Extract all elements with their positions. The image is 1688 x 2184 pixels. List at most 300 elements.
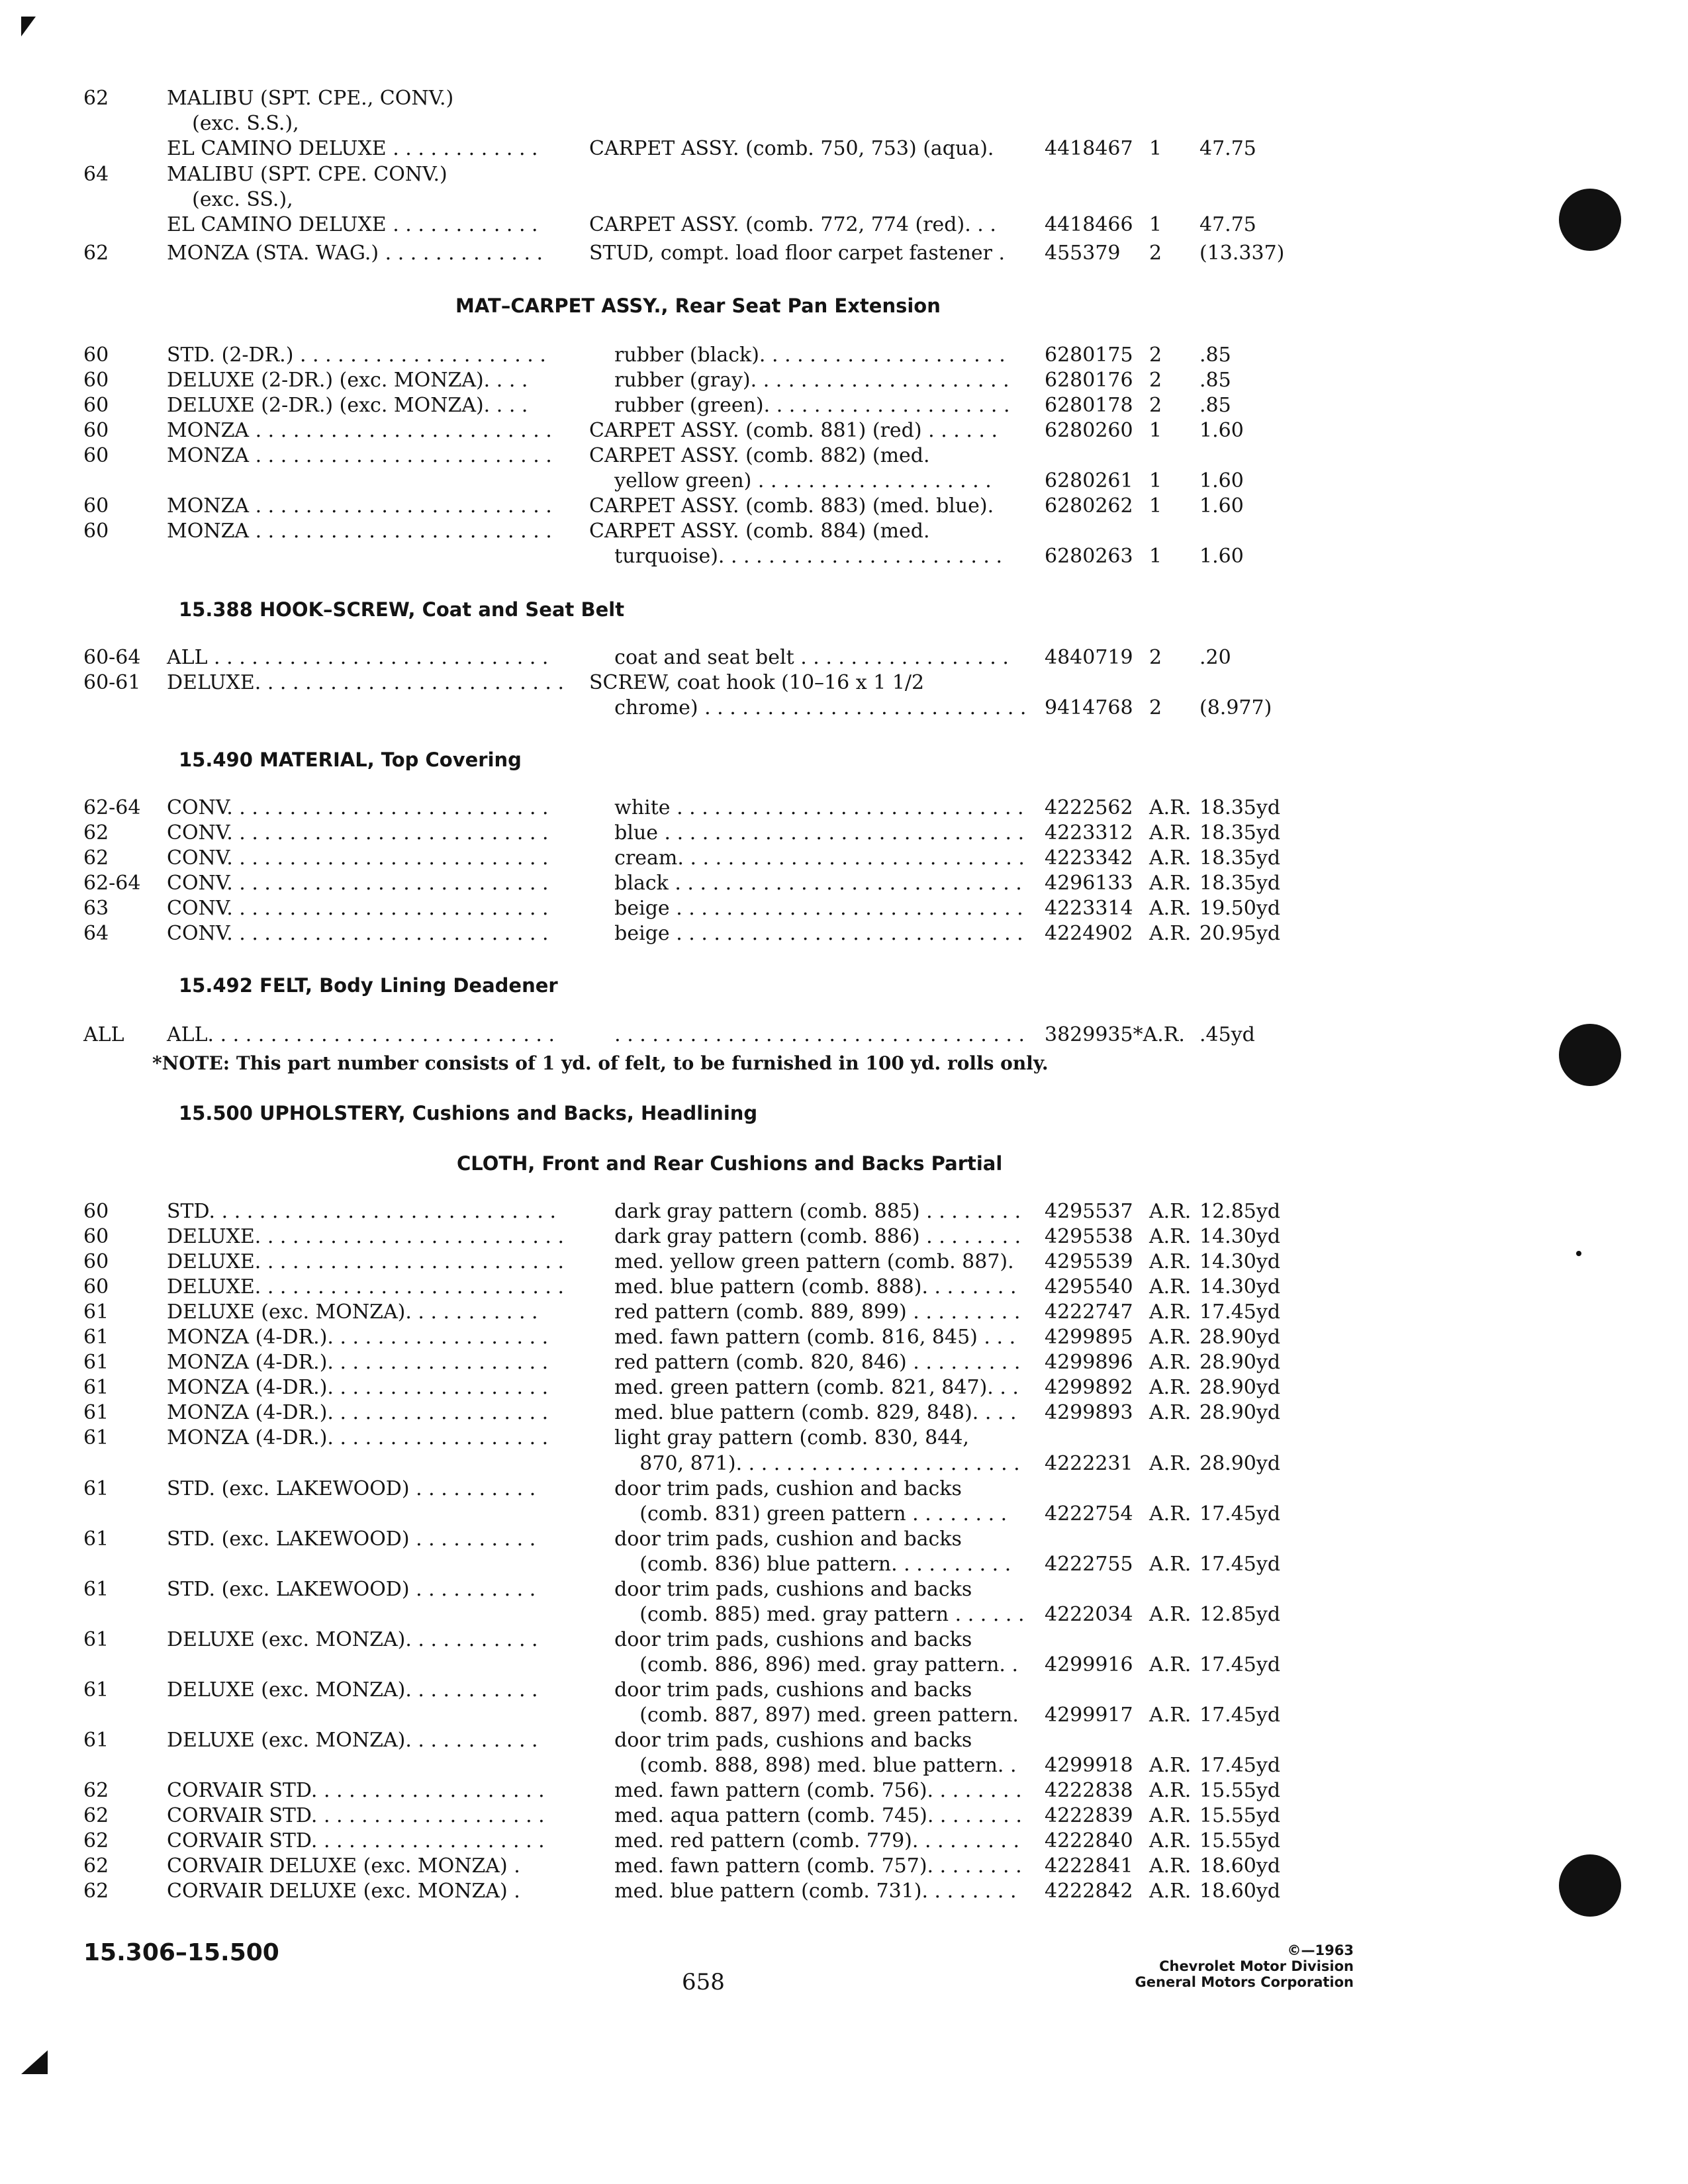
quantity-cell: 1: [1149, 545, 1162, 568]
year-cell: 61: [83, 1401, 109, 1425]
quantity-cell: A.R.: [1149, 1326, 1192, 1349]
model-cell: MONZA (4-DR.). . . . . . . . . . . . . . . . . .: [167, 1426, 549, 1450]
price-cell: .20: [1199, 646, 1231, 669]
model-cell: DELUXE (exc. MONZA). . . . . . . . . . .: [167, 1678, 538, 1702]
description-cell: CARPET ASSY. (comb. 881) (red) . . . . . .: [589, 419, 998, 442]
table-row: [0, 1653, 1688, 1678]
year-cell: 61: [83, 1527, 109, 1551]
model-cell: STD. (exc. LAKEWOOD) . . . . . . . . . .: [167, 1527, 536, 1551]
quantity-cell: A.R.: [1149, 846, 1192, 870]
price-cell: 15.55yd: [1199, 1829, 1281, 1853]
model-cell: CORVAIR STD. . . . . . . . . . . . . . . . . . .: [167, 1829, 545, 1853]
part-number-cell: 4295539: [1045, 1250, 1133, 1274]
quantity-cell: A.R.: [1149, 796, 1192, 819]
table-row: [0, 1250, 1688, 1275]
quantity-cell: A.R.: [1149, 1275, 1192, 1299]
quantity-cell: 1: [1149, 137, 1162, 160]
price-cell: 1.60: [1199, 494, 1244, 518]
description-cell: red pattern (comb. 889, 899) . . . . . . . . .: [589, 1300, 1021, 1324]
quantity-cell: A.R.: [1149, 821, 1192, 844]
year-cell: 64: [83, 163, 109, 186]
model-cell: ALL . . . . . . . . . . . . . . . . . . . . . . . . . . .: [167, 646, 549, 669]
part-number-cell: 4223342: [1045, 846, 1133, 870]
quantity-cell: A.R.: [1149, 1854, 1192, 1878]
quantity-cell: A.R.: [1149, 872, 1192, 895]
year-cell: 62: [83, 1880, 109, 1903]
quantity-cell: A.R.: [1149, 1376, 1192, 1400]
model-cell: DELUXE (2-DR.) (exc. MONZA). . . .: [167, 394, 528, 417]
price-cell: 20.95yd: [1199, 922, 1281, 945]
quantity-cell: A.R.: [1149, 1300, 1192, 1324]
model-cell: DELUXE. . . . . . . . . . . . . . . . . . . . . . . . .: [167, 1250, 565, 1274]
year-cell: 62: [83, 821, 109, 844]
table-row: [0, 1854, 1688, 1879]
part-number-cell: 6280178: [1045, 394, 1133, 417]
part-number-cell: 4222842: [1045, 1880, 1133, 1903]
price-cell: 14.30yd: [1199, 1250, 1281, 1274]
quantity-cell: A.R.: [1149, 1502, 1192, 1525]
year-cell: 61: [83, 1627, 109, 1651]
description-cell: door trim pads, cushion and backs: [589, 1527, 962, 1551]
price-cell: 18.35yd: [1199, 821, 1281, 844]
description-cell: (comb. 887, 897) med. green pattern.: [589, 1704, 1019, 1727]
year-cell: 62: [83, 1804, 109, 1828]
year-cell: 61: [83, 1376, 109, 1400]
table-row: [0, 1602, 1688, 1627]
part-number-cell: 4223312: [1045, 821, 1133, 844]
model-cell: DELUXE (exc. MONZA). . . . . . . . . . .: [167, 1300, 538, 1324]
description-cell: rubber (green). . . . . . . . . . . . . . . . . . . .: [589, 394, 1010, 417]
year-cell: 60-61: [83, 671, 141, 694]
quantity-cell: A.R.: [1149, 922, 1192, 945]
description-cell: rubber (black). . . . . . . . . . . . . . . . . . . .: [589, 343, 1006, 367]
year-cell: 62: [83, 1779, 109, 1803]
table-row: [0, 469, 1688, 494]
description-cell: CARPET ASSY. (comb. 750, 753) (aqua).: [589, 137, 994, 160]
model-cell: CORVAIR DELUXE (exc. MONZA) .: [167, 1854, 520, 1878]
year-cell: 64: [83, 922, 109, 945]
description-cell: CARPET ASSY. (comb. 883) (med. blue).: [589, 494, 994, 518]
year-cell: 63: [83, 897, 109, 920]
model-cell: EL CAMINO DELUXE . . . . . . . . . . . .: [167, 213, 538, 236]
part-number-cell: 4222562: [1045, 796, 1133, 819]
quantity-cell: A.R.: [1149, 1804, 1192, 1828]
quantity-cell: 1: [1149, 213, 1162, 236]
part-number-cell: 3829935*A.R.: [1045, 1023, 1185, 1046]
description-cell: med. fawn pattern (comb. 816, 845) . . .: [589, 1326, 1016, 1349]
year-cell: 60: [83, 394, 109, 417]
price-cell: 1.60: [1199, 469, 1244, 492]
part-number-cell: 4295538: [1045, 1225, 1133, 1249]
year-cell: 61: [83, 1729, 109, 1752]
table-row: [0, 136, 1688, 161]
price-cell: .45yd: [1199, 1023, 1255, 1046]
model-cell: (exc. S.S.),: [167, 112, 299, 135]
table-row: [0, 1703, 1688, 1728]
quantity-cell: 2: [1149, 369, 1162, 392]
table-row: [0, 1577, 1688, 1602]
model-cell: EL CAMINO DELUXE . . . . . . . . . . . .: [167, 137, 538, 160]
table-row: [0, 1451, 1688, 1477]
table-row: [0, 241, 1688, 266]
table-row: [0, 1023, 1688, 1048]
table-row: [0, 86, 1688, 111]
description-cell: door trim pads, cushion and backs: [589, 1477, 962, 1500]
price-cell: 28.90yd: [1199, 1401, 1281, 1425]
price-cell: .85: [1199, 369, 1231, 392]
table-row: [0, 368, 1688, 393]
year-cell: 61: [83, 1477, 109, 1500]
description-cell: dark gray pattern (comb. 886) . . . . . . . .: [589, 1225, 1021, 1249]
quantity-cell: A.R.: [1149, 1602, 1192, 1626]
price-cell: 15.55yd: [1199, 1804, 1281, 1828]
quantity-cell: 2: [1149, 343, 1162, 367]
price-cell: 28.90yd: [1199, 1351, 1281, 1375]
quantity-cell: A.R.: [1149, 1880, 1192, 1903]
description-cell: med. blue pattern (comb. 888). . . . . . . .: [589, 1275, 1017, 1299]
price-cell: 14.30yd: [1199, 1225, 1281, 1249]
model-cell: (exc. SS.),: [167, 188, 293, 211]
quantity-cell: 1: [1149, 419, 1162, 442]
table-row: [0, 1627, 1688, 1653]
description-cell: STUD, compt. load floor carpet fastener .: [589, 242, 1006, 265]
model-cell: CORVAIR STD. . . . . . . . . . . . . . . . . . .: [167, 1804, 545, 1828]
price-cell: 18.35yd: [1199, 872, 1281, 895]
description-cell: door trim pads, cushions and backs: [589, 1627, 972, 1651]
description-cell: med. yellow green pattern (comb. 887).: [589, 1250, 1014, 1274]
quantity-cell: 1: [1149, 469, 1162, 492]
description-cell: door trim pads, cushions and backs: [589, 1678, 972, 1702]
quantity-cell: A.R.: [1149, 1250, 1192, 1274]
description-cell: black . . . . . . . . . . . . . . . . . . . . . . . . . . . .: [589, 872, 1022, 895]
year-cell: 60: [83, 1225, 109, 1249]
description-cell: white . . . . . . . . . . . . . . . . . . . . . . . . . . . .: [589, 796, 1024, 819]
part-number-cell: 4222231: [1045, 1451, 1133, 1475]
price-cell: 28.90yd: [1199, 1451, 1281, 1475]
table-row: [0, 1502, 1688, 1527]
description-cell: med. green pattern (comb. 821, 847). . .: [589, 1376, 1019, 1400]
description-cell: blue . . . . . . . . . . . . . . . . . . . . . . . . . . . . .: [589, 821, 1025, 844]
table-row: [0, 871, 1688, 896]
model-cell: CONV. . . . . . . . . . . . . . . . . . . . . . . . . .: [167, 872, 549, 895]
year-cell: 60: [83, 369, 109, 392]
year-cell: 62: [83, 1854, 109, 1878]
description-cell: dark gray pattern (comb. 885) . . . . . . . .: [589, 1200, 1021, 1223]
model-cell: STD. (2-DR.) . . . . . . . . . . . . . . . . . . . .: [167, 343, 546, 367]
quantity-cell: 2: [1149, 242, 1162, 265]
table-row: [0, 1678, 1688, 1703]
price-cell: 18.60yd: [1199, 1854, 1281, 1878]
description-cell: (comb. 831) green pattern . . . . . . . .: [589, 1502, 1008, 1525]
year-cell: 62-64: [83, 796, 141, 819]
year-cell: 61: [83, 1326, 109, 1349]
table-row: [0, 544, 1688, 569]
part-number-cell: 4222034: [1045, 1602, 1133, 1626]
table-row: [0, 1350, 1688, 1375]
price-cell: 18.35yd: [1199, 846, 1281, 870]
quantity-cell: A.R.: [1149, 1200, 1192, 1223]
description-cell: cream. . . . . . . . . . . . . . . . . . . . . . . . . . . .: [589, 846, 1025, 870]
part-number-cell: 4223314: [1045, 897, 1133, 920]
year-cell: 61: [83, 1351, 109, 1375]
table-row: [0, 796, 1688, 821]
table-row: [0, 1300, 1688, 1325]
model-cell: ALL. . . . . . . . . . . . . . . . . . . . . . . . . . . .: [167, 1023, 555, 1046]
quantity-cell: A.R.: [1149, 1401, 1192, 1425]
model-cell: DELUXE. . . . . . . . . . . . . . . . . . . . . . . . .: [167, 671, 565, 694]
table-row: [0, 187, 1688, 212]
description-cell: door trim pads, cushions and backs: [589, 1577, 972, 1601]
model-cell: CORVAIR STD. . . . . . . . . . . . . . . . . . .: [167, 1779, 545, 1803]
part-number-cell: 4222747: [1045, 1300, 1133, 1324]
part-number-cell: 4299896: [1045, 1351, 1133, 1375]
year-cell: 60: [83, 494, 109, 518]
table-row: [0, 162, 1688, 187]
table-row: [0, 343, 1688, 368]
price-cell: 14.30yd: [1199, 1275, 1281, 1299]
description-cell: CARPET ASSY. (comb. 884) (med.: [589, 520, 930, 543]
price-cell: (13.337): [1199, 242, 1285, 265]
description-cell: red pattern (comb. 820, 846) . . . . . . . . .: [589, 1351, 1021, 1375]
part-number-cell: 6280261: [1045, 469, 1133, 492]
table-row: [0, 821, 1688, 846]
price-cell: 28.90yd: [1199, 1376, 1281, 1400]
description-cell: 870, 871). . . . . . . . . . . . . . . . . . . . . . .: [589, 1451, 1020, 1475]
description-cell: med. red pattern (comb. 779). . . . . . . . .: [589, 1829, 1019, 1853]
table-row: [0, 418, 1688, 443]
table-row: [0, 1829, 1688, 1854]
quantity-cell: A.R.: [1149, 1704, 1192, 1727]
part-number-cell: 6280260: [1045, 419, 1133, 442]
table-row: [0, 1879, 1688, 1904]
part-number-cell: 4299895: [1045, 1326, 1133, 1349]
description-cell: beige . . . . . . . . . . . . . . . . . . . . . . . . . . . .: [589, 922, 1023, 945]
part-number-cell: 4222838: [1045, 1779, 1133, 1803]
price-cell: (8.977): [1199, 696, 1272, 719]
price-cell: 28.90yd: [1199, 1326, 1281, 1349]
part-number-cell: 6280175: [1045, 343, 1133, 367]
part-number-cell: 4222840: [1045, 1829, 1133, 1853]
part-number-cell: 4299893: [1045, 1401, 1133, 1425]
model-cell: CORVAIR DELUXE (exc. MONZA) .: [167, 1880, 520, 1903]
division: Chevrolet Motor Division: [1159, 1958, 1354, 1974]
year-cell: 61: [83, 1678, 109, 1702]
quantity-cell: A.R.: [1149, 1451, 1192, 1475]
table-row: [0, 1199, 1688, 1224]
table-row: [0, 1477, 1688, 1502]
description-cell: med. aqua pattern (comb. 745). . . . . . . .: [589, 1804, 1022, 1828]
quantity-cell: A.R.: [1149, 897, 1192, 920]
description-cell: med. blue pattern (comb. 731). . . . . . . .: [589, 1880, 1017, 1903]
price-cell: 15.55yd: [1199, 1779, 1281, 1803]
price-cell: 47.75: [1199, 213, 1256, 236]
year-cell: 61: [83, 1577, 109, 1601]
model-cell: MALIBU (SPT. CPE. CONV.): [167, 163, 447, 186]
section-title-upholstery: 15.500 UPHOLSTERY, Cushions and Backs, Headlining: [179, 1102, 758, 1124]
year-cell: 61: [83, 1426, 109, 1450]
part-number-cell: 4295540: [1045, 1275, 1133, 1299]
part-number-cell: 4295537: [1045, 1200, 1133, 1223]
table-row: [0, 1400, 1688, 1426]
model-cell: STD. (exc. LAKEWOOD) . . . . . . . . . .: [167, 1577, 536, 1601]
publisher-block: [1135, 1942, 1354, 1990]
table-row: [0, 1527, 1688, 1552]
part-number-cell: 4299917: [1045, 1704, 1133, 1727]
copyright: ©—1963: [1287, 1942, 1354, 1958]
quantity-cell: 1: [1149, 494, 1162, 518]
part-number-cell: 6280262: [1045, 494, 1133, 518]
part-number-cell: 4222754: [1045, 1502, 1133, 1525]
table-row: [0, 1275, 1688, 1300]
price-cell: 19.50yd: [1199, 897, 1281, 920]
table-row: [0, 1753, 1688, 1778]
table-row: [0, 1375, 1688, 1400]
model-cell: CONV. . . . . . . . . . . . . . . . . . . . . . . . . .: [167, 821, 549, 844]
model-cell: CONV. . . . . . . . . . . . . . . . . . . . . . . . . .: [167, 897, 549, 920]
part-number-cell: 4299918: [1045, 1754, 1133, 1778]
year-cell: 62: [83, 846, 109, 870]
model-cell: MONZA . . . . . . . . . . . . . . . . . . . . . . . .: [167, 494, 552, 518]
model-cell: CONV. . . . . . . . . . . . . . . . . . . . . . . . . .: [167, 796, 549, 819]
section-title-cloth: CLOTH, Front and Rear Cushions and Backs Partial: [457, 1152, 1003, 1175]
table-row: [0, 670, 1688, 696]
section-title-material: 15.490 MATERIAL, Top Covering: [179, 749, 522, 771]
model-cell: CONV. . . . . . . . . . . . . . . . . . . . . . . . . .: [167, 922, 549, 945]
price-cell: .85: [1199, 343, 1231, 367]
quantity-cell: 2: [1149, 394, 1162, 417]
part-number-cell: 455379: [1045, 242, 1121, 265]
year-cell: 60: [83, 1275, 109, 1299]
table-row: [0, 1728, 1688, 1753]
price-cell: .85: [1199, 394, 1231, 417]
description-cell: med. fawn pattern (comb. 756). . . . . . . .: [589, 1779, 1022, 1803]
section-range: 15.306–15.500: [83, 1939, 279, 1966]
quantity-cell: A.R.: [1149, 1779, 1192, 1803]
model-cell: MONZA . . . . . . . . . . . . . . . . . . . . . . . .: [167, 419, 552, 442]
model-cell: DELUXE. . . . . . . . . . . . . . . . . . . . . . . . .: [167, 1225, 565, 1249]
price-cell: 47.75: [1199, 137, 1256, 160]
model-cell: DELUXE (2-DR.) (exc. MONZA). . . .: [167, 369, 528, 392]
model-cell: MALIBU (SPT. CPE., CONV.): [167, 87, 454, 110]
year-cell: 60: [83, 419, 109, 442]
year-cell: 60: [83, 1250, 109, 1274]
year-cell: 62: [83, 87, 109, 110]
year-cell: 61: [83, 1300, 109, 1324]
table-row: [0, 921, 1688, 946]
table-row: [0, 645, 1688, 670]
model-cell: MONZA (STA. WAG.) . . . . . . . . . . . . .: [167, 242, 543, 265]
part-number-cell: 4299916: [1045, 1653, 1133, 1676]
table-row: [0, 846, 1688, 871]
quantity-cell: A.R.: [1149, 1225, 1192, 1249]
model-cell: DELUXE (exc. MONZA). . . . . . . . . . .: [167, 1627, 538, 1651]
year-cell: 60: [83, 444, 109, 467]
table-row: [0, 1224, 1688, 1250]
part-number-cell: 4840719: [1045, 646, 1133, 669]
year-cell: 60: [83, 520, 109, 543]
description-cell: beige . . . . . . . . . . . . . . . . . . . . . . . . . . . .: [589, 897, 1023, 920]
model-cell: CONV. . . . . . . . . . . . . . . . . . . . . . . . . .: [167, 846, 549, 870]
year-cell: 62: [83, 1829, 109, 1853]
price-cell: 17.45yd: [1199, 1552, 1281, 1576]
price-cell: 12.85yd: [1199, 1602, 1281, 1626]
table-row: [0, 1552, 1688, 1577]
part-number-cell: 4296133: [1045, 872, 1133, 895]
description-cell: (comb. 888, 898) med. blue pattern. .: [589, 1754, 1017, 1778]
description-cell: turquoise). . . . . . . . . . . . . . . . . . . . . . .: [589, 545, 1003, 568]
quantity-cell: A.R.: [1149, 1829, 1192, 1853]
section-title-hook-screw: 15.388 HOOK–SCREW, Coat and Seat Belt: [179, 598, 625, 621]
year-cell: 60: [83, 343, 109, 367]
price-cell: 1.60: [1199, 545, 1244, 568]
model-cell: MONZA (4-DR.). . . . . . . . . . . . . . . . . .: [167, 1401, 549, 1425]
table-row: [0, 443, 1688, 469]
part-number-cell: 4299892: [1045, 1376, 1133, 1400]
description-cell: coat and seat belt . . . . . . . . . . . . . . . . .: [589, 646, 1009, 669]
description-cell: chrome) . . . . . . . . . . . . . . . . . . . . . . . . . .: [589, 696, 1027, 719]
model-cell: MONZA (4-DR.). . . . . . . . . . . . . . . . . .: [167, 1376, 549, 1400]
description-cell: (comb. 885) med. gray pattern . . . . . .: [589, 1602, 1025, 1626]
top-registration-mark: [21, 17, 36, 36]
table-row: [0, 1904, 1688, 1929]
model-cell: MONZA (4-DR.). . . . . . . . . . . . . . . . . .: [167, 1351, 549, 1375]
quantity-cell: 2: [1149, 696, 1162, 719]
table-row: [0, 896, 1688, 921]
model-cell: STD. . . . . . . . . . . . . . . . . . . . . . . . . . . .: [167, 1200, 557, 1223]
quantity-cell: A.R.: [1149, 1351, 1192, 1375]
price-cell: 17.45yd: [1199, 1754, 1281, 1778]
model-cell: DELUXE. . . . . . . . . . . . . . . . . . . . . . . . .: [167, 1275, 565, 1299]
price-cell: 17.45yd: [1199, 1300, 1281, 1324]
price-cell: 17.45yd: [1199, 1502, 1281, 1525]
table-row: [0, 1778, 1688, 1803]
table-row: [0, 1325, 1688, 1350]
description-cell: light gray pattern (comb. 830, 844,: [589, 1426, 969, 1450]
price-cell: 17.45yd: [1199, 1653, 1281, 1676]
price-cell: 18.60yd: [1199, 1880, 1281, 1903]
description-cell: med. fawn pattern (comb. 757). . . . . . . .: [589, 1854, 1022, 1878]
model-cell: DELUXE (exc. MONZA). . . . . . . . . . .: [167, 1729, 538, 1752]
corporation: General Motors Corporation: [1135, 1974, 1354, 1990]
part-number-cell: 4222841: [1045, 1854, 1133, 1878]
page-number: 658: [682, 1969, 725, 1995]
table-row: [0, 111, 1688, 136]
table-row: [0, 393, 1688, 418]
price-cell: 1.60: [1199, 419, 1244, 442]
year-cell: 62: [83, 242, 109, 265]
year-cell: ALL: [83, 1023, 124, 1046]
quantity-cell: 2: [1149, 646, 1162, 669]
table-row: [0, 1803, 1688, 1829]
year-cell: 62-64: [83, 872, 141, 895]
description-cell: door trim pads, cushions and backs: [589, 1729, 972, 1752]
part-number-cell: 6280176: [1045, 369, 1133, 392]
year-cell: 60: [83, 1200, 109, 1223]
model-cell: MONZA . . . . . . . . . . . . . . . . . . . . . . . .: [167, 444, 552, 467]
description-cell: yellow green) . . . . . . . . . . . . . . . . . . .: [589, 469, 992, 492]
quantity-cell: A.R.: [1149, 1552, 1192, 1576]
price-cell: 17.45yd: [1199, 1704, 1281, 1727]
quantity-cell: A.R.: [1149, 1653, 1192, 1676]
table-row: [0, 696, 1688, 721]
description-cell: CARPET ASSY. (comb. 772, 774 (red). . .: [589, 213, 996, 236]
description-cell: rubber (gray). . . . . . . . . . . . . . . . . . . . .: [589, 369, 1009, 392]
section-title-mat-carpet: MAT–CARPET ASSY., Rear Seat Pan Extension: [455, 295, 941, 317]
part-number-cell: 4222839: [1045, 1804, 1133, 1828]
model-cell: STD. (exc. LAKEWOOD) . . . . . . . . . .: [167, 1477, 536, 1500]
model-cell: MONZA (4-DR.). . . . . . . . . . . . . . . . . .: [167, 1326, 549, 1349]
description-cell: med. blue pattern (comb. 829, 848). . . .: [589, 1401, 1017, 1425]
